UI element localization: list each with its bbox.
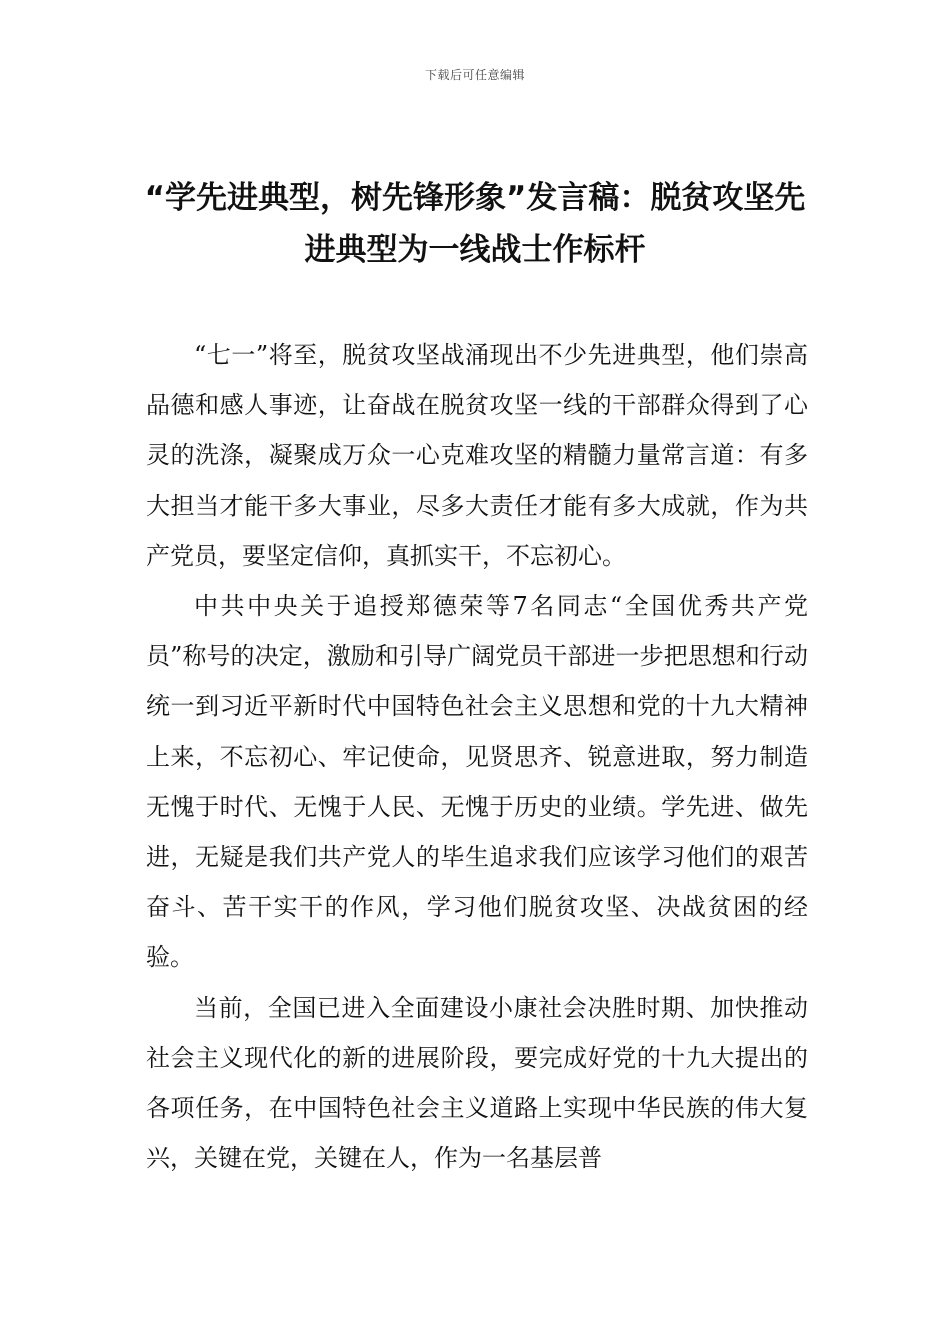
body-paragraph: 中共中央关于追授郑德荣等7名同志“全国优秀共产党员”称号的决定，激励和引导广阔党员干部进一步把思想和行动统一到习近平新时代中国特色社会主义思想和党的十九大精神上来，不忘初心、牢记使命，见贤思齐、锐意进取，努力制造无愧于时代、无愧于人民、无愧于历史的业绩。学先进、做先进，无疑是我们共产党人的毕生追求我们应该学习他们的艰苦奋斗、苦干实干的作风，学习他们脱贫攻坚、决战贫困的经验。: [146, 592, 808, 972]
page-header-note: 下载后可任意编辑: [424, 68, 525, 82]
body-paragraph: 当前，全国已进入全面建设小康社会决胜时期、加快推动社会主义现代化的新的进展阶段，要完成好党的十九大提出的各项任务，在中国特色社会主义道路上实现中华民族的伟大复兴，关键在党，关键在人，作为一名基层普: [146, 993, 808, 1173]
document-body: [146, 330, 808, 1183]
body-paragraph: “七一”将至，脱贫攻坚战涌现出不少先进典型，他们崇高品德和感人事迹，让奋战在脱贫攻坚一线的干部群众得到了心灵的洗涤，凝聚成万众一心克难攻坚的精髓力量常言道：有多大担当才能干多大事业，尽多大责任才能有多大成就，作为共产党员，要坚定信仰，真抓实干，不忘初心。: [146, 341, 808, 570]
document-title: “学先进典型，树先锋形象”发言稿：脱贫攻坚先进典型为一线战士作标杆: [144, 180, 806, 268]
